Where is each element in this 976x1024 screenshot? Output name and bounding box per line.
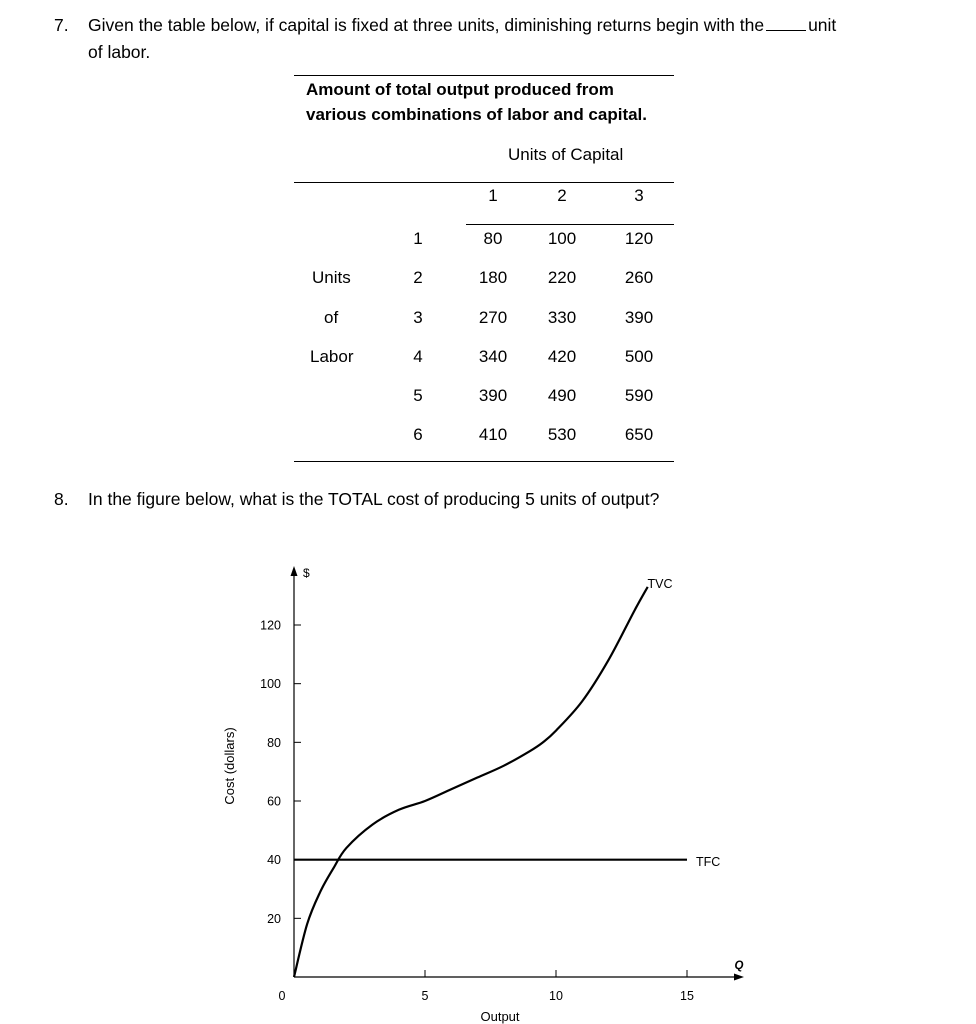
question-7-line2: of labor. [88, 42, 151, 62]
table-cell: 100 [547, 229, 577, 248]
cost-chart [0, 540, 976, 1024]
y-tick-label: 40 [267, 853, 281, 868]
capital-col-1: 1 [488, 186, 498, 205]
question-8-text: In the figure below, what is the TOTAL cost of producing 5 units of output? [88, 489, 660, 509]
x-tick-label: 15 [680, 989, 694, 1003]
chart-series [294, 587, 687, 977]
table-header-rule [294, 182, 674, 183]
x-tick-label: 0 [278, 989, 286, 1003]
y-axis-arrow-icon [291, 566, 298, 576]
table-cell: 340 [478, 347, 508, 366]
table-cell: 650 [624, 425, 654, 444]
table-cell: 220 [547, 268, 577, 287]
question-7-text: Given the table below, if capital is fixed at three units, diminishing returns begin with the [88, 15, 765, 35]
table-title-line-1: Amount of total output produced from [306, 80, 614, 99]
labor-units-5: 5 [413, 386, 423, 405]
tfc-label: TFC [696, 855, 721, 869]
x-tick-label: 10 [549, 989, 563, 1003]
table-cell: 260 [624, 268, 654, 287]
labor-units-3: 3 [413, 308, 423, 327]
y-unit-label: $ [303, 566, 310, 580]
table-cell: 270 [478, 308, 508, 327]
table-cell: 330 [547, 308, 577, 327]
table-cell: 390 [624, 308, 654, 327]
y-tick-label: 80 [267, 735, 281, 750]
question-8-number: 8. [54, 489, 69, 509]
x-end-label: Q [734, 960, 744, 972]
table-cell: 590 [624, 386, 654, 405]
table-top-rule [294, 75, 674, 76]
y-tick-label: 100 [260, 677, 281, 692]
y-ticks [260, 619, 301, 926]
chart-axes [291, 566, 745, 981]
x-axis-arrow-icon [734, 974, 744, 981]
y-axis-label: Cost (dollars) [222, 727, 237, 805]
capital-col-3: 3 [634, 186, 644, 205]
y-tick-label: 60 [267, 794, 281, 809]
table-cell: 80 [483, 229, 503, 248]
capital-header: Units of Capital [508, 145, 624, 164]
x-ticks [279, 970, 694, 1003]
table-cell: 390 [478, 386, 508, 405]
y-tick-label: 120 [260, 618, 281, 633]
table-cell: 530 [547, 425, 577, 444]
question-7-text-end: unit [808, 15, 837, 35]
capital-cols-rule [466, 224, 674, 225]
table-cell: 410 [478, 425, 508, 444]
y-tick-label: 20 [267, 911, 281, 926]
labor-units-4: 4 [413, 347, 423, 366]
tvc-curve [294, 587, 648, 977]
question-8 [54, 487, 954, 511]
table-cell: 490 [547, 386, 577, 405]
x-tick-label: 5 [421, 989, 429, 1003]
table-cell: 120 [624, 229, 654, 248]
labor-units-1: 1 [413, 229, 423, 248]
table-bottom-rule [294, 461, 674, 462]
tvc-label: TVC [647, 577, 673, 591]
labor-units-2: 2 [413, 268, 423, 287]
labor-label-of: of [324, 308, 339, 327]
table-cell: 180 [478, 268, 508, 287]
table-cell: 420 [547, 347, 577, 366]
question-7-number: 7. [54, 15, 69, 35]
table-cell: 500 [624, 347, 654, 366]
labor-units-6: 6 [413, 425, 423, 444]
x-axis-label: Output [480, 1009, 520, 1024]
production-table [0, 0, 976, 470]
table-title-line-2: various combinations of labor and capital. [306, 105, 648, 124]
labor-label-labor: Labor [310, 347, 354, 366]
capital-col-2: 2 [557, 186, 567, 205]
labor-label-units: Units [312, 268, 351, 287]
